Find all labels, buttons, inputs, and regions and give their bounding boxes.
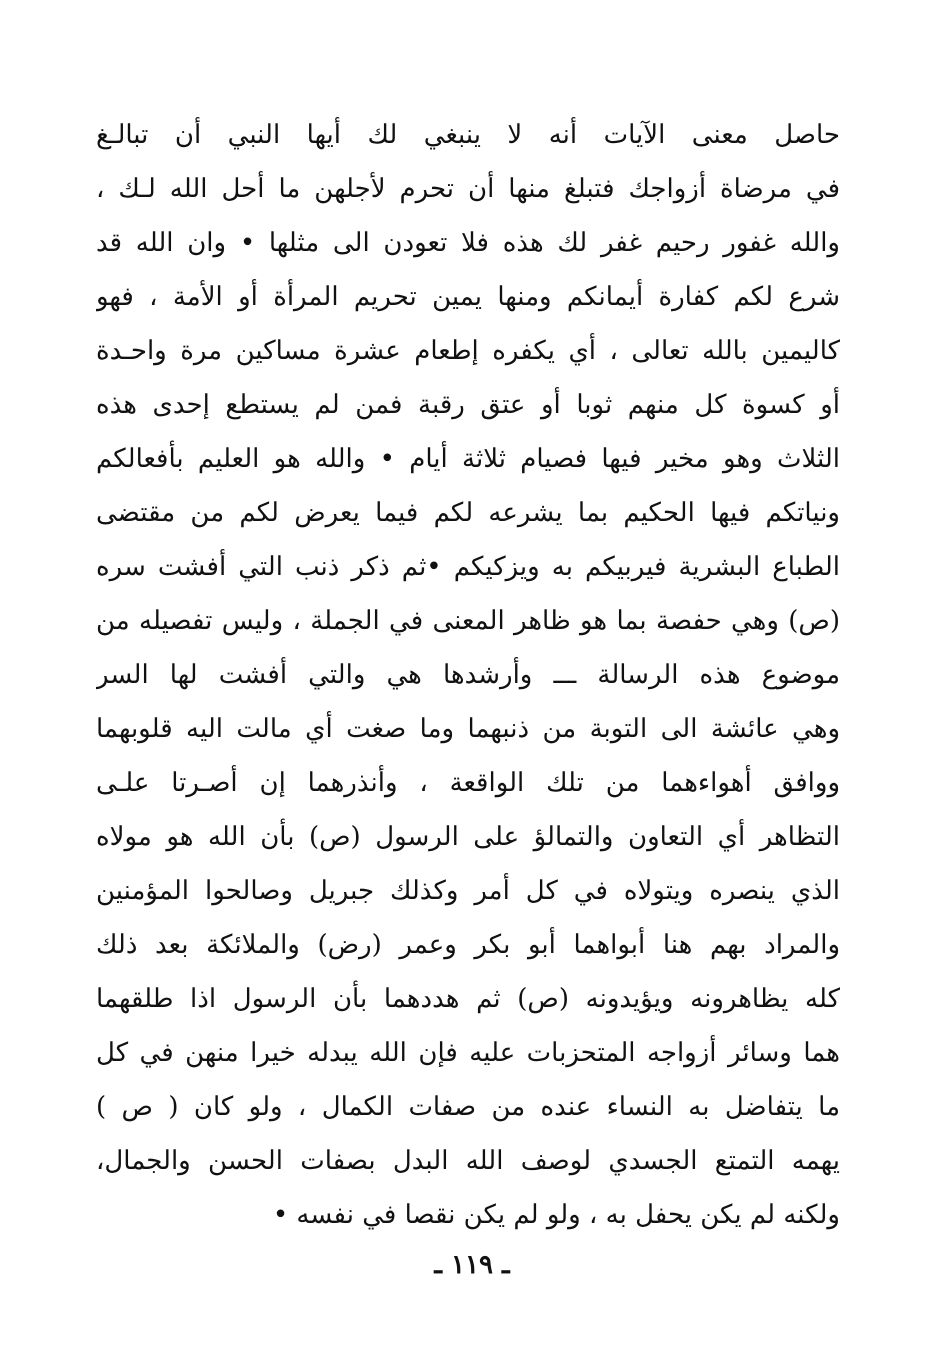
text-line: (ص) وهي حفصة بما هو ظاهر المعنى في الجملة ، وليس تفصيله من <box>96 606 840 636</box>
text-line: ولكنه لم يكن يحفل به ، ولو لم يكن نقصا في نفسه • <box>272 1200 840 1230</box>
text-line: الذي ينصره ويتولاه في كل أمر وكذلك جبريل وصالحوا المؤمنين <box>96 876 840 906</box>
text-line: هما وسائر أزواجه المتحزبات عليه فإن الله يبدله خيرا منهن في كل <box>96 1038 840 1068</box>
text-line: ما يتفاضل به النساء عنده من صفات الكمال ، ولو كان ( ص ) <box>96 1092 840 1122</box>
text-line: أو كسوة كل منهم ثوبا أو عتق رقبة فمن لم يستطع إحدى هذه <box>96 390 840 420</box>
page-number: ـ ١١٩ ـ <box>434 1250 510 1280</box>
text-line: والمراد بهم هنا أبواهما أبو بكر وعمر (رض) والملائكة بعد ذلك <box>96 930 840 960</box>
text-line: موضوع هذه الرسالة ـــ وأرشدها هي والتي أفشت لها السر <box>96 660 840 690</box>
text-line: كاليمين بالله تعالى ، أي يكفره إطعام عشرة مساكين مرة واحـدة <box>96 336 840 366</box>
text-line: الثلاث وهو مخير فيها فصيام ثلاثة أيام • والله هو العليم بأفعالكم <box>96 444 840 474</box>
text-line: يهمه التمتع الجسدي لوصف الله البدل بصفات الحسن والجمال، <box>96 1146 840 1176</box>
text-line: ووافق أهواءهما من تلك الواقعة ، وأنذرهما إن أصـرتا علـى <box>96 768 840 798</box>
text-line: كله يظاهرونه ويؤيدونه (ص) ثم هددهما بأن الرسول اذا طلقهما <box>96 984 840 1014</box>
text-line: الطباع البشرية فيربيكم به ويزكيكم •ثم ذكر ذنب التي أفشت سره <box>96 552 840 582</box>
text-line: شرع لكم كفارة أيمانكم ومنها يمين تحريم المرأة أو الأمة ، فهو <box>96 282 840 312</box>
body-text <box>96 108 840 1242</box>
text-line: والله غفور رحيم غفر لك هذه فلا تعودن الى مثلها • وان الله قد <box>96 228 840 258</box>
text-line: في مرضاة أزواجك فتبلغ منها أن تحرم لأجلهن ما أحل الله لـك ، <box>96 174 840 204</box>
text-line: حاصل معنى الآيات أنه لا ينبغي لك أيها النبي أن تبالـغ <box>96 120 840 150</box>
text-line: التظاهر أي التعاون والتمالؤ على الرسول (ص) بأن الله هو مولاه <box>96 822 840 852</box>
text-line: وهي عائشة الى التوبة من ذنبهما وما صغت أي مالت اليه قلوبهما <box>96 714 840 744</box>
text-line: ونياتكم فيها الحكيم بما يشرعه لكم فيما يعرض لكم من مقتضى <box>96 498 840 528</box>
